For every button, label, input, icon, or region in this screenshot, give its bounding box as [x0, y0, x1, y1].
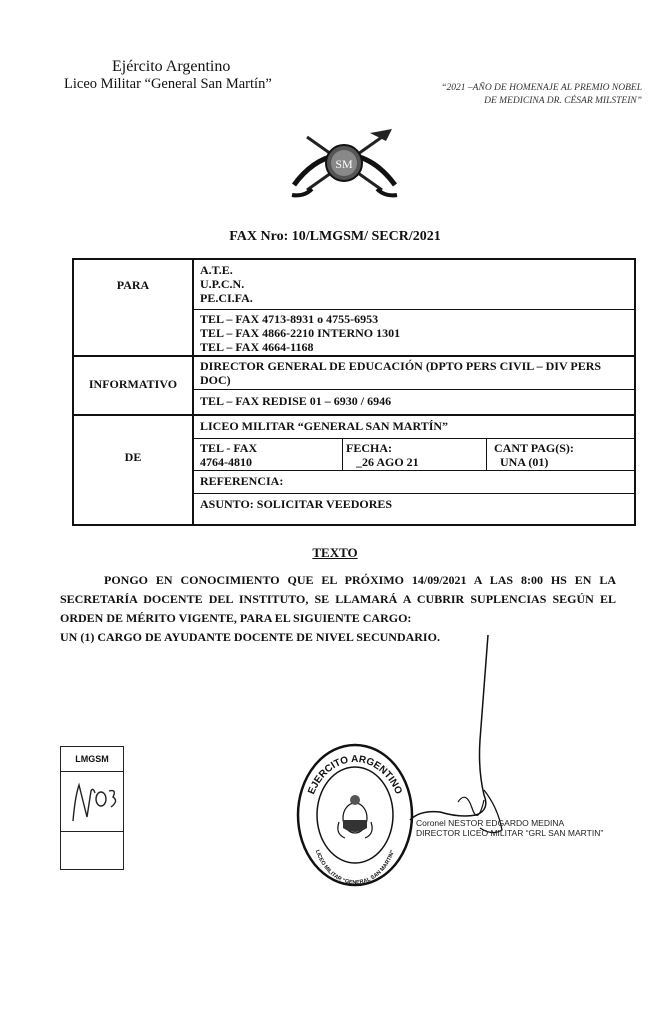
fecha-label: FECHA: [346, 441, 392, 455]
table-divider [192, 470, 634, 471]
phone-line: TEL – FAX 4713-8931 o 4755-6953 [200, 312, 379, 326]
signatory-name: Coronel NESTOR EDGARDO MEDINA [416, 818, 565, 828]
label-de: DE [124, 450, 142, 464]
header-motto [402, 82, 642, 108]
recipient-pecifa: PE.CI.FA. [200, 291, 253, 305]
phone-line: TEL – FAX 4866-2210 INTERNO 1301 [200, 326, 401, 340]
coat-of-arms-icon [338, 795, 372, 838]
body-paragraph [60, 571, 616, 628]
cant-value: UNA (01) [500, 455, 549, 469]
de-referencia: REFERENCIA: [200, 474, 284, 488]
informativo-phone: TEL – FAX REDISE 01 – 6930 / 6946 [200, 394, 392, 408]
de-fecha [346, 441, 419, 469]
table-divider [192, 309, 634, 310]
fax-number: FAX Nro: 10/LMGSM/ SECR/2021 [229, 229, 441, 244]
table-divider [74, 414, 634, 416]
cant-label: CANT PAG(S): [494, 441, 574, 455]
header-school: Liceo Militar “General San Martín” [64, 76, 272, 92]
lmgsm-label: LMGSM [61, 747, 123, 772]
motto-line-2: DE MEDICINA DR. CÉSAR MILSTEIN” [484, 96, 642, 106]
svg-text:LICEO MILITAR “GENERAL SAN MAR [314, 849, 396, 886]
motto-line-1: “2021 –AÑO DE HOMENAJE AL PREMIO NOBEL [441, 83, 642, 93]
handwritten-number [65, 777, 121, 827]
label-informativo: INFORMATIVO [88, 377, 178, 391]
fecha-value: _26 AGO 21 [356, 455, 419, 469]
para-phones [200, 312, 400, 354]
lmgsm-stamp-box [60, 746, 124, 870]
body-item: UN (1) CARGO DE AYUDANTE DOCENTE DE NIVEL SECUNDARIO. [60, 630, 440, 644]
seal-bottom-text: LICEO MILITAR “GENERAL SAN MARTIN” [313, 849, 397, 887]
signature-block [416, 818, 603, 838]
crest-text: SM [335, 157, 353, 171]
seal-top-text: EJERCITO ARGENTINO [306, 753, 404, 797]
recipient-upcn: U.P.C.N. [200, 277, 245, 291]
para-recipients [200, 263, 253, 305]
table-divider [192, 389, 634, 390]
table-divider [486, 438, 487, 470]
de-sender: LICEO MILITAR “GENERAL SAN MARTÍN” [200, 419, 449, 433]
director-signature [380, 630, 540, 845]
table-divider [342, 438, 343, 470]
body-paragraph-text: PONGO EN CONOCIMIENTO QUE EL PRÓXIMO 14/09/2021 A LAS 8:00 HS EN LA SECRETARÍA DOCENTE DEL INSTITUTO, SE LLAMARÁ A CUBRIR SUPLENCIAS SEGÚN EL ORDEN DE MÉRITO VIGENTE, PARA EL SIGUIENTE CARGO: [60, 573, 616, 625]
routing-table [72, 258, 636, 526]
signatory-title: DIRECTOR LICEO MILITAR “GRL SAN MARTIN” [416, 828, 604, 838]
de-cant-pags [494, 441, 574, 469]
texto-heading: TEXTO [312, 545, 358, 560]
de-asunto: ASUNTO: SOLICITAR VEEDORES [200, 497, 393, 511]
telfax-label: TEL - FAX [200, 441, 258, 455]
recipient-ate: A.T.E. [200, 263, 233, 277]
de-telfax [200, 441, 257, 469]
school-crest-logo [282, 125, 407, 200]
table-divider [192, 493, 634, 494]
informativo-recipient: DIRECTOR GENERAL DE EDUCACIÓN (DPTO PERS CIVIL – DIV PERS DOC) [200, 359, 602, 387]
table-divider [192, 260, 194, 524]
table-divider [74, 355, 634, 357]
table-divider [192, 438, 634, 439]
telfax-value: 4764-4810 [200, 455, 252, 469]
label-para: PARA [116, 278, 150, 292]
header-army: Ejército Argentino [112, 58, 231, 75]
phone-line: TEL – FAX 4664-1168 [200, 340, 314, 354]
stamp-divider [61, 831, 123, 832]
